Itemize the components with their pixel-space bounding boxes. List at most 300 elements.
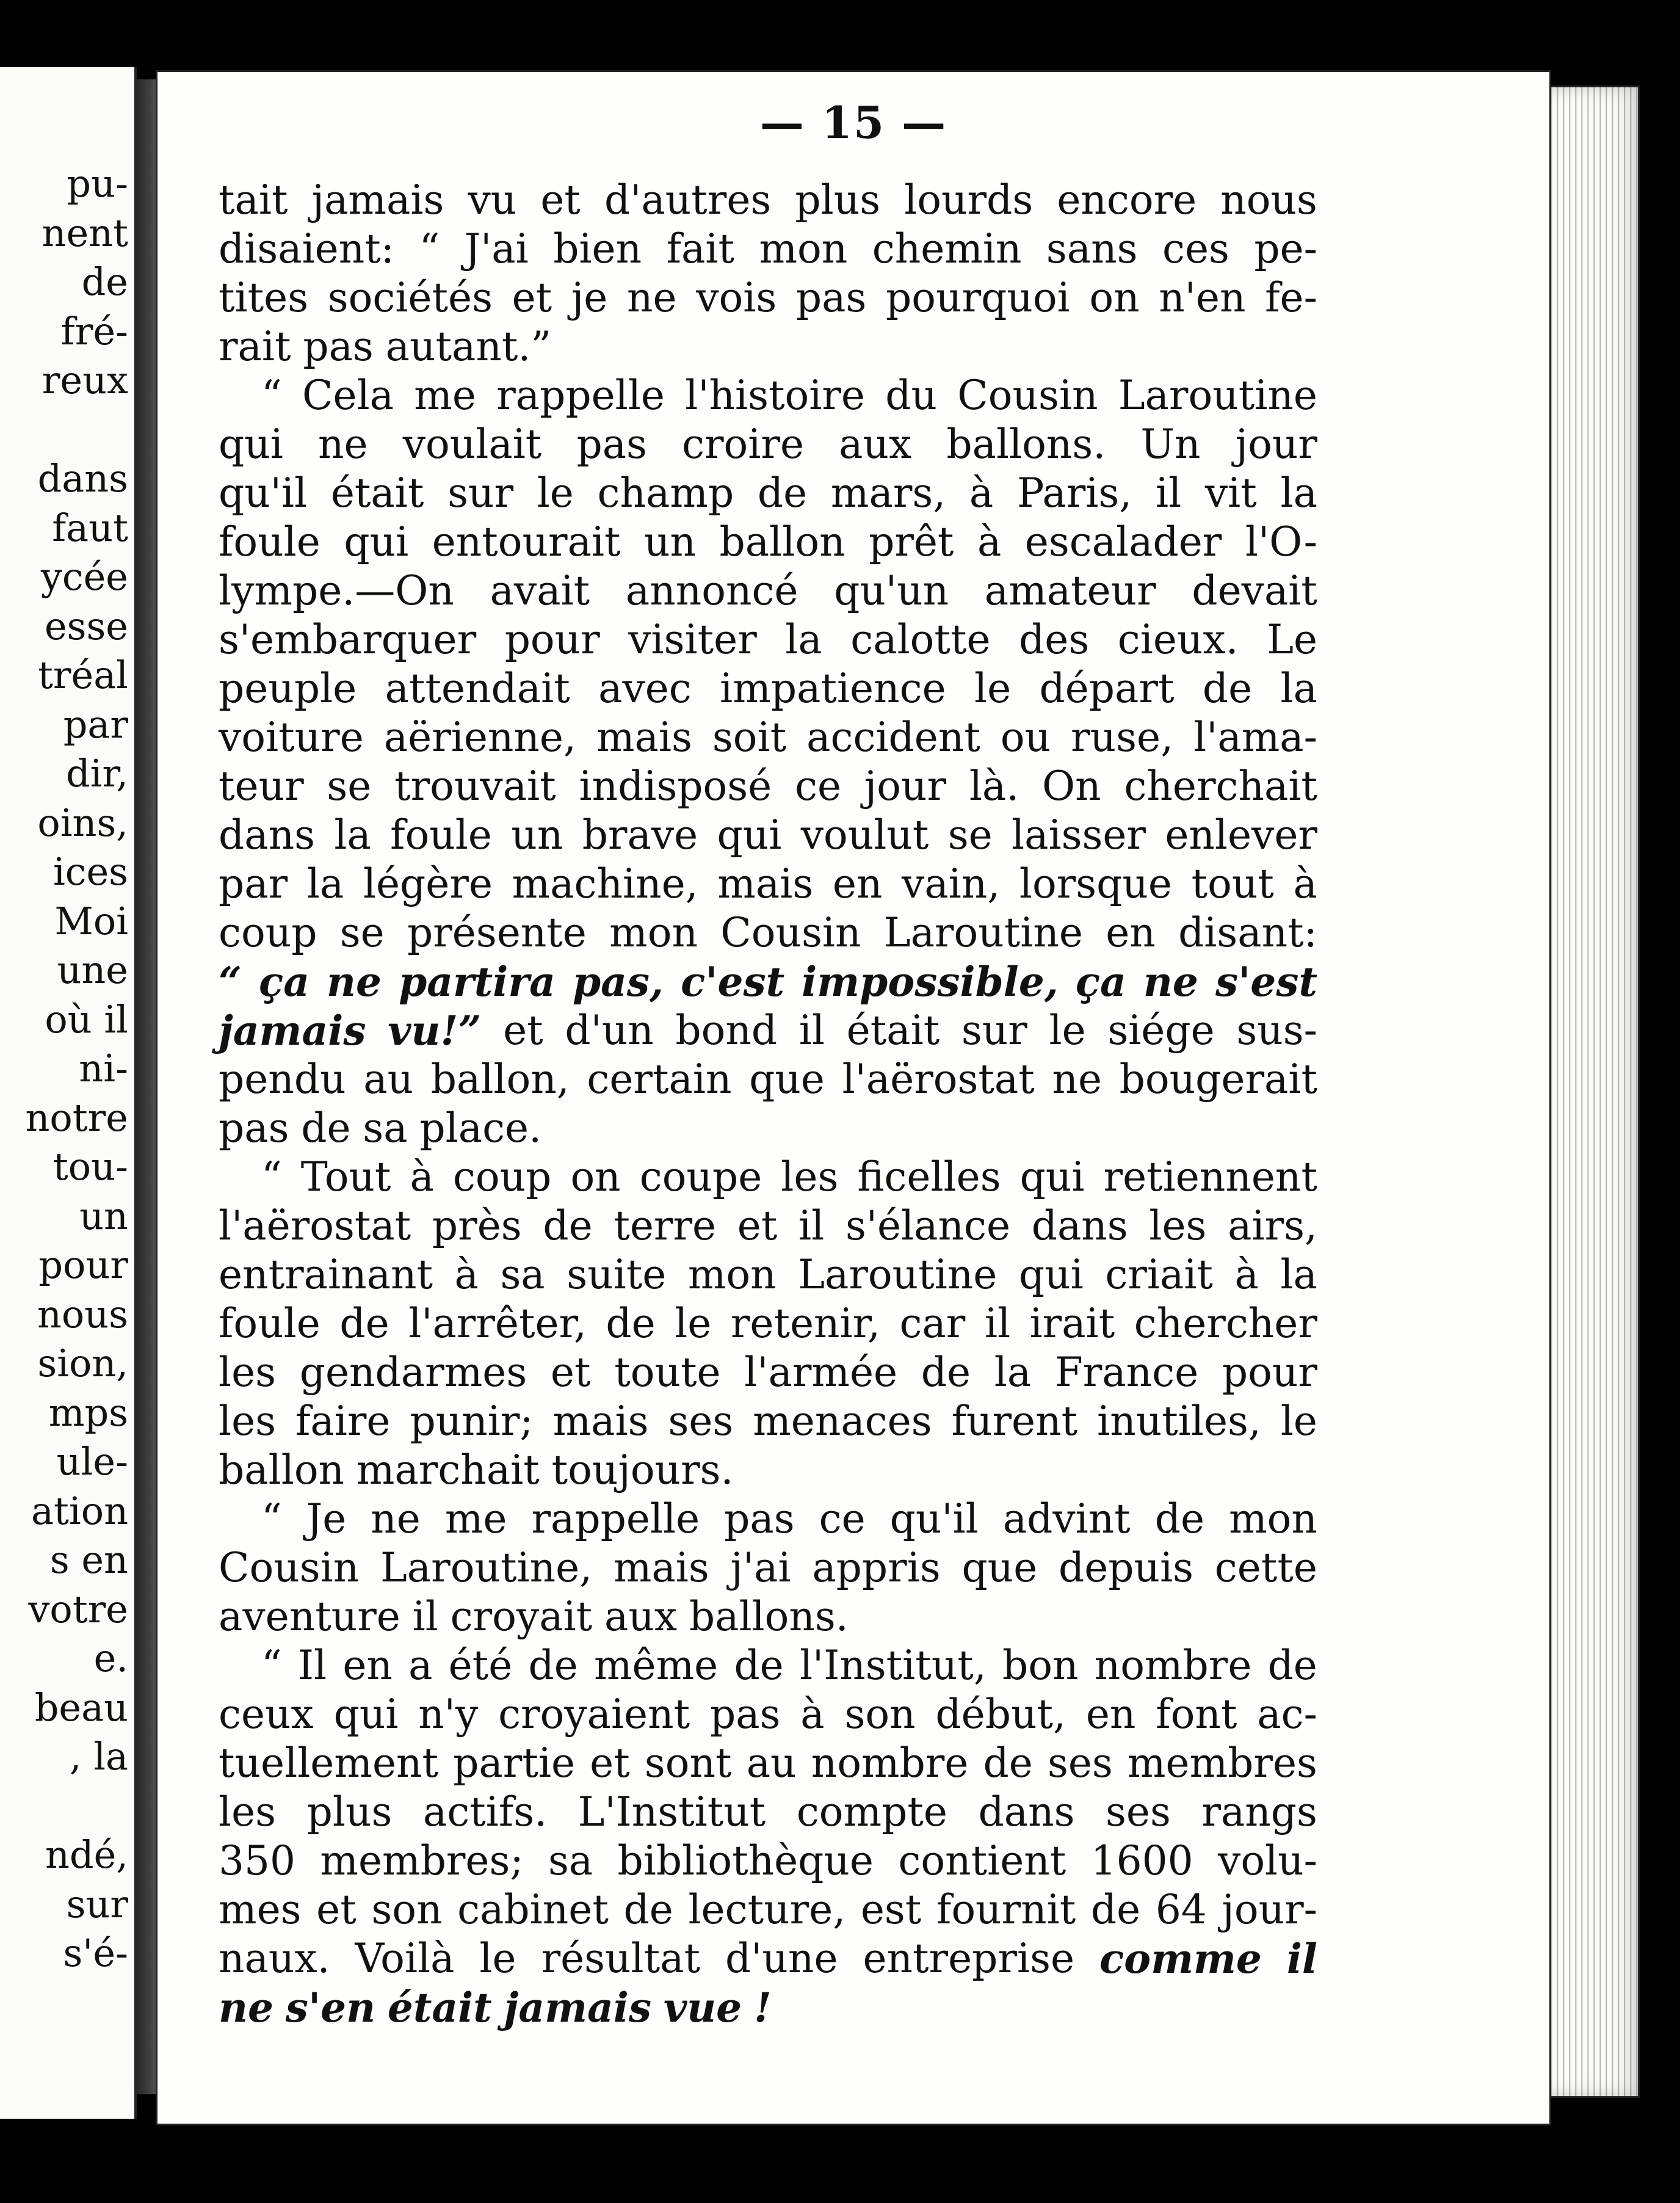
previous-page-fragment: pour xyxy=(38,1243,128,1287)
word: il xyxy=(984,1300,1011,1347)
word: pas xyxy=(724,1495,795,1542)
word: la xyxy=(1280,665,1317,712)
word: ne xyxy=(327,958,382,1006)
word: pourquoi xyxy=(886,274,1070,321)
text-line xyxy=(219,1153,1317,1202)
word: Paris, xyxy=(1016,470,1132,517)
word: Tout xyxy=(300,1153,391,1200)
word: Cousin xyxy=(957,372,1098,419)
word: sans xyxy=(1046,225,1138,272)
word: jamais xyxy=(219,1007,366,1054)
word: Laroutine xyxy=(1118,372,1317,419)
word: enlever xyxy=(1165,811,1317,858)
word: mais xyxy=(717,860,814,907)
word: pas xyxy=(219,1105,289,1152)
word: la xyxy=(334,811,371,858)
text-line xyxy=(219,713,1317,762)
text-line xyxy=(219,1397,1317,1446)
text-line xyxy=(219,1641,1317,1690)
word: furent xyxy=(951,1398,1078,1445)
text-line xyxy=(219,1592,1317,1641)
word: Cousin xyxy=(219,1544,360,1591)
word: car xyxy=(899,1300,966,1347)
word: et xyxy=(590,1740,630,1787)
word: France xyxy=(1054,1349,1199,1396)
word: aventure xyxy=(219,1593,400,1640)
previous-page-fragment: esse xyxy=(44,603,128,648)
word: toute xyxy=(614,1349,721,1396)
word: advint xyxy=(1002,1495,1131,1542)
word: un xyxy=(644,518,697,565)
word: était xyxy=(330,470,424,517)
word: la xyxy=(306,860,344,907)
word: voiture xyxy=(219,714,364,761)
word: suite xyxy=(567,1251,667,1298)
word: l'arrêter, xyxy=(408,1300,587,1347)
word: cherchait xyxy=(1124,763,1317,810)
word: tuellement xyxy=(219,1740,439,1787)
word: coup xyxy=(219,909,317,956)
word: mon xyxy=(687,1251,777,1298)
word: nombre xyxy=(811,1740,969,1787)
word: il xyxy=(412,1593,438,1640)
word: ne xyxy=(219,1984,273,2031)
word: la xyxy=(1280,470,1317,517)
word: foule xyxy=(390,811,492,858)
previous-page-fragment: nous xyxy=(37,1291,128,1337)
word: au xyxy=(363,1056,414,1103)
word: fait xyxy=(666,225,734,272)
word: bond xyxy=(675,1007,778,1054)
text-line xyxy=(219,909,1317,957)
word: 1600 xyxy=(1090,1837,1193,1884)
text-line xyxy=(219,1690,1317,1739)
word: d'une xyxy=(725,1935,838,1982)
previous-page-fragment: dans xyxy=(37,456,128,501)
word: prêt xyxy=(869,518,954,565)
word: ballon xyxy=(719,518,845,565)
word: accident xyxy=(806,714,980,761)
word: trouvait xyxy=(394,763,556,810)
text-line xyxy=(219,1934,1317,1983)
word: On xyxy=(1042,763,1101,810)
word: coup xyxy=(452,1153,552,1200)
word: le xyxy=(974,665,1012,712)
word: résultat xyxy=(541,1935,701,1982)
word: croyaient xyxy=(498,1691,690,1738)
word: légère xyxy=(363,860,493,907)
word: ficelles xyxy=(857,1153,1001,1200)
word: en xyxy=(1085,1691,1136,1738)
previous-page-fragment: , la xyxy=(69,1734,128,1779)
word: Laroutine xyxy=(798,1251,998,1298)
word: depuis xyxy=(1059,1544,1194,1591)
word: été xyxy=(448,1642,513,1689)
word: bibliothèque xyxy=(617,1837,874,1884)
word: les xyxy=(219,1788,277,1835)
word: ses xyxy=(668,1398,734,1445)
word: un xyxy=(511,811,563,858)
word: siége xyxy=(1107,1007,1215,1054)
word: jour xyxy=(864,763,947,810)
word: peuple xyxy=(219,665,357,712)
word: toujours. xyxy=(551,1446,734,1493)
word: ça xyxy=(1075,958,1126,1006)
word: le xyxy=(1049,1007,1086,1054)
word: sa xyxy=(548,1837,593,1884)
page-text xyxy=(219,176,1317,2032)
word: de xyxy=(1202,665,1253,712)
text-line xyxy=(219,371,1317,420)
word: vain, xyxy=(902,860,1001,907)
word: ce xyxy=(795,763,842,810)
word: machine, xyxy=(512,860,698,907)
word: mais xyxy=(552,1398,649,1445)
word: “ xyxy=(261,1495,282,1542)
word: Il xyxy=(297,1642,327,1689)
text-line xyxy=(219,1837,1317,1885)
word: mon xyxy=(1229,1495,1317,1542)
word: j'ai xyxy=(730,1544,791,1591)
word: les xyxy=(219,1349,277,1396)
word: Cousin xyxy=(720,909,861,956)
word: qui xyxy=(219,421,283,468)
word: gendarmes xyxy=(299,1349,527,1396)
word: marchait xyxy=(356,1446,540,1493)
previous-page-fragment: ices xyxy=(52,849,128,894)
word: criait xyxy=(1105,1251,1213,1298)
previous-page-fragment: oins, xyxy=(37,800,128,845)
word: L'Institut xyxy=(578,1788,766,1835)
word: plus xyxy=(795,176,881,223)
word: indisposé xyxy=(579,763,772,810)
word: fournit xyxy=(936,1886,1076,1933)
word: autant.” xyxy=(385,323,552,370)
word: à xyxy=(410,1153,434,1200)
word: par xyxy=(219,860,288,907)
word: qui xyxy=(344,518,409,565)
text-line xyxy=(219,1788,1317,1837)
word: “ xyxy=(261,1642,282,1689)
word: 64 xyxy=(1155,1886,1207,1933)
word: J'ai xyxy=(464,225,529,272)
word: Laroutine, xyxy=(380,1544,593,1591)
word: airs, xyxy=(1228,1202,1317,1249)
word: sont xyxy=(644,1740,732,1787)
word: aux xyxy=(839,421,912,468)
word: croire xyxy=(682,421,805,468)
word: de xyxy=(543,1202,593,1249)
word: jamais xyxy=(504,1984,652,2031)
word: aërienne, xyxy=(383,714,576,761)
word: dans xyxy=(978,1788,1075,1835)
word: de xyxy=(921,1349,971,1396)
word: la xyxy=(1280,1251,1317,1298)
word: actifs. xyxy=(422,1788,548,1835)
word: chercher xyxy=(1134,1300,1317,1347)
previous-page-fragment: beau xyxy=(34,1685,128,1730)
word: l'O- xyxy=(1245,518,1317,565)
word: ces xyxy=(1162,225,1229,272)
word: Je xyxy=(306,1495,347,1542)
word: Voilà xyxy=(355,1935,455,1982)
word: lympe.—On xyxy=(219,567,454,614)
word: pour xyxy=(1222,1349,1317,1396)
word: retiennent xyxy=(1103,1153,1317,1200)
word: sus- xyxy=(1236,1007,1317,1054)
word: c'est xyxy=(681,958,785,1006)
word: tout xyxy=(1191,860,1274,907)
word: le xyxy=(479,1935,516,1982)
word: et xyxy=(737,1202,778,1249)
word: il xyxy=(1286,1935,1317,1983)
word: fe- xyxy=(1265,274,1317,321)
word: là. xyxy=(969,763,1019,810)
text-line xyxy=(219,567,1317,615)
word: irait xyxy=(1029,1300,1115,1347)
previous-page-fragment: fré- xyxy=(60,308,128,354)
text-line xyxy=(219,469,1317,518)
word: partira xyxy=(399,958,556,1006)
word: les xyxy=(781,1153,839,1200)
word: cabinet xyxy=(457,1886,609,1933)
word: Laroutine xyxy=(883,909,1083,956)
word: ac- xyxy=(1257,1691,1317,1738)
previous-page-fragment: notre xyxy=(25,1095,128,1140)
word: à xyxy=(969,470,994,517)
word: nombre xyxy=(1094,1642,1252,1689)
word: des xyxy=(1019,616,1090,663)
word: au xyxy=(746,1740,797,1787)
word: l'aërostat xyxy=(219,1202,411,1249)
text-line xyxy=(219,1055,1317,1104)
word: encore xyxy=(1057,176,1197,223)
word: punir; xyxy=(410,1398,534,1445)
word: entrainant xyxy=(219,1251,433,1298)
word: impatience xyxy=(720,665,946,712)
word: calotte xyxy=(850,616,991,663)
word: rappelle xyxy=(496,372,665,419)
text-line xyxy=(219,225,1317,274)
word: s'est xyxy=(1215,958,1317,1006)
word: sur xyxy=(447,470,513,517)
word: il xyxy=(798,1202,825,1249)
word: volu- xyxy=(1218,1837,1317,1884)
word: Le xyxy=(1267,616,1317,663)
previous-page-fragment: e. xyxy=(93,1636,128,1680)
word: sa xyxy=(363,1105,408,1152)
text-line xyxy=(219,518,1317,567)
word: entourait xyxy=(432,518,621,565)
word: il xyxy=(798,1007,825,1054)
text-line xyxy=(219,615,1317,664)
word: de xyxy=(301,1105,351,1152)
word: du xyxy=(885,372,937,419)
word: de xyxy=(983,1740,1033,1787)
word: pe- xyxy=(1254,225,1317,272)
word: laisser xyxy=(1012,811,1146,858)
text-line xyxy=(219,274,1317,322)
word: jour xyxy=(1235,421,1317,468)
previous-page-fragment: tou- xyxy=(52,1144,128,1189)
word: l'histoire xyxy=(685,372,865,419)
word: en xyxy=(832,860,883,907)
word: l'Institut, xyxy=(799,1642,987,1689)
word: pour xyxy=(504,616,600,663)
previous-page-fragment: faut xyxy=(52,505,128,550)
word: “ xyxy=(261,372,282,419)
word: à xyxy=(454,1251,479,1298)
word: me xyxy=(414,372,476,419)
word: ! xyxy=(753,1984,772,2031)
word: qui xyxy=(333,1691,399,1738)
word: annoncé xyxy=(625,567,798,614)
word: contient xyxy=(898,1837,1066,1884)
word: coupe xyxy=(639,1153,762,1200)
word: son xyxy=(371,1886,443,1933)
previous-page-fragment: où il xyxy=(45,996,128,1042)
word: il xyxy=(1155,470,1182,517)
word: teur xyxy=(219,763,304,810)
previous-page-fragment: ation xyxy=(31,1488,128,1533)
word: près xyxy=(432,1202,522,1249)
previous-page-fragment: nent xyxy=(42,210,128,255)
word: même xyxy=(593,1642,719,1689)
text-line xyxy=(219,957,1317,1006)
word: que xyxy=(749,1056,825,1103)
word: bon xyxy=(1002,1642,1079,1689)
word: tites xyxy=(219,274,309,321)
word: de xyxy=(339,1300,389,1347)
word: sur xyxy=(961,1007,1027,1054)
word: “ xyxy=(219,958,242,1006)
word: rappelle xyxy=(531,1495,700,1542)
word: ne xyxy=(371,1495,421,1542)
word: ceux xyxy=(219,1691,314,1738)
word: devait xyxy=(1192,567,1317,614)
word: tait xyxy=(219,176,288,223)
previous-page-fragment: s en xyxy=(49,1537,128,1582)
word: nous xyxy=(1220,176,1317,223)
word: rait xyxy=(219,323,291,370)
word: qui xyxy=(1019,1153,1085,1200)
word: ballons. xyxy=(689,1593,849,1640)
previous-page-fragment: Moi xyxy=(54,898,128,943)
word: je xyxy=(571,274,608,321)
word: ses xyxy=(1047,1740,1113,1787)
word: s'élance xyxy=(845,1202,1011,1249)
word: s'en xyxy=(285,1984,376,2031)
word: mais xyxy=(613,1544,709,1591)
word: partie xyxy=(453,1740,576,1787)
word: qui xyxy=(1018,1251,1084,1298)
word: de xyxy=(1090,1886,1141,1933)
word: Cela xyxy=(302,372,394,419)
word: ne xyxy=(318,421,368,468)
word: terre xyxy=(614,1202,717,1249)
word: jamais xyxy=(311,176,444,223)
previous-page-fragment: sur xyxy=(66,1881,128,1926)
word: attendait xyxy=(385,665,570,712)
word: de xyxy=(528,1642,578,1689)
word: pendu xyxy=(219,1056,346,1103)
text-line xyxy=(219,176,1317,225)
previous-page-fragment: votre xyxy=(28,1586,128,1631)
word: mon xyxy=(609,909,698,956)
word: disant: xyxy=(1178,909,1317,956)
word: “ xyxy=(419,225,440,272)
word: son xyxy=(844,1691,916,1738)
word: lorsque xyxy=(1019,860,1172,907)
word: ballon, xyxy=(430,1056,570,1103)
word: cette xyxy=(1214,1544,1317,1591)
word: pas xyxy=(795,274,867,321)
word: “ xyxy=(261,1153,282,1200)
word: qu'il xyxy=(219,470,308,517)
text-line xyxy=(219,1202,1317,1250)
word: menaces xyxy=(753,1398,932,1445)
word: de xyxy=(623,1886,673,1933)
word: se xyxy=(339,909,385,956)
word: dans xyxy=(1031,1202,1128,1249)
word: bien xyxy=(553,225,642,272)
text-line xyxy=(219,1006,1317,1055)
previous-page-fragment: ule- xyxy=(56,1439,128,1484)
word: s'embarquer xyxy=(219,616,477,663)
word: retenir, xyxy=(730,1300,880,1347)
previous-page-fragment: tréal xyxy=(37,653,128,697)
word: amateur xyxy=(984,567,1156,614)
text-line xyxy=(219,1544,1317,1592)
word: ce xyxy=(819,1495,866,1542)
word: vu!” xyxy=(388,1007,482,1054)
text-line xyxy=(219,664,1317,713)
word: avait xyxy=(490,567,590,614)
word: et xyxy=(503,1007,543,1054)
word: mars, xyxy=(830,470,946,517)
word: champ xyxy=(597,470,734,517)
previous-page-fragment: dir, xyxy=(65,751,128,796)
word: lecture, xyxy=(688,1886,846,1933)
previous-page-fragment: pu- xyxy=(67,161,128,206)
word: bougerait xyxy=(1119,1056,1317,1103)
text-line xyxy=(219,1983,1317,2032)
word: de xyxy=(734,1642,784,1689)
word: sociétés xyxy=(327,274,493,321)
word: n'en xyxy=(1159,274,1246,321)
word: ballons. xyxy=(946,421,1106,468)
word: n'y xyxy=(418,1691,479,1738)
word: en xyxy=(342,1642,393,1689)
word: avec xyxy=(598,665,692,712)
previous-page-fragment: mps xyxy=(48,1390,128,1435)
word: début, xyxy=(935,1691,1066,1738)
text-line xyxy=(219,1739,1317,1788)
word: les xyxy=(1149,1202,1207,1249)
word: le xyxy=(537,470,574,517)
book-page xyxy=(156,70,1551,2125)
previous-page-fragment: un xyxy=(79,1193,128,1238)
word: compte xyxy=(796,1788,947,1835)
word: voulait xyxy=(402,421,542,468)
word: qui xyxy=(717,811,782,858)
word: voulut xyxy=(800,811,929,858)
word: inutiles, xyxy=(1097,1398,1261,1445)
text-line xyxy=(219,1348,1317,1397)
word: l'aërostat xyxy=(842,1056,1035,1103)
word: a xyxy=(408,1642,433,1689)
word: et xyxy=(550,1349,591,1396)
